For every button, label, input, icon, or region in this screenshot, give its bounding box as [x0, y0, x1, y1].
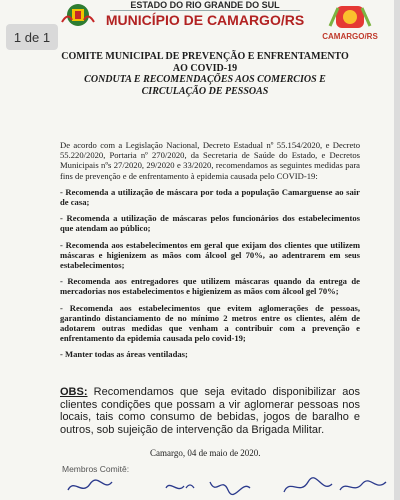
committee-signatures-icon [60, 474, 390, 500]
recommendation-item: - Manter todas as áreas ventiladas; [60, 349, 188, 360]
recommendation-item: - Recomenda aos estabelecimentos em geral que exijam dos clientes que utilizem máscaras e higienizem as mãos com álcool gel 70%, ao adentrarem em seus estabelecimentos; [60, 239, 360, 271]
municipality-name: MUNICÍPIO DE CAMARGO/RS [105, 12, 305, 28]
heading-line-2: AO COVID-19 [172, 62, 238, 74]
recommendation-item: - Recomenda a utilização de máscara por toda a população Camarguense ao sair de casa; [60, 186, 360, 208]
heading-line-3: CONDUTA E RECOMENDAÇÕES AOS COMERCIOS E [84, 74, 326, 85]
page-counter-badge: 1 de 1 [6, 24, 58, 50]
document-heading [60, 51, 350, 97]
document-body [60, 140, 360, 366]
recommendation-item: - Recomenda a utilização de máscaras pelos funcionários dos estabelecimentos que atendam ao público; [60, 213, 360, 234]
committee-members-label: Membros Comitê: [62, 464, 130, 474]
state-coat-of-arms-icon [58, 2, 98, 28]
intro-paragraph: De acordo com a Legislação Nacional, Decreto Estadual nº 55.154/2020, e Decreto 55.220/2020, Portaria nº 270/2020, da Secretaria de Saúde do Estado, e Decretos Municipais nºs 27/2020, 29/2020 e 33/2020, recomendamos as seguintes medidas para fins de prevenção e de enfrentamento à epidemia causada pelo COVID-19: [60, 140, 360, 181]
heading-line-1: COMITE MUNICIPAL DE PREVENÇÃO E ENFRENTAMENTO [61, 51, 349, 62]
municipal-logo-text: CAMARGO/RS [322, 32, 378, 41]
obs-text: Recomendamos que seja evitado disponibilizar aos clientes condições que possam a vir aglomerar pessoas nos locais, tais como consumo de bebidas, jogos de baralho e outros, sob sujeição de intervenção da Brigada Militar. [60, 386, 360, 436]
obs-label: OBS: [60, 386, 88, 398]
recommendation-item: - Recomenda aos estabelecimentos que evitem aglomerações de pessoas, garantindo distanciamento de no mínimo 2 metros entre os clientes, além de adotarem outras medidas que venham a contribuir com a prevenção e enfrentamento da epidemia causada pelo covid-19; [60, 302, 360, 344]
recommendation-item: - Recomenda aos entregadores que utilizem máscaras quando da entrega de mercadorias nos estabelecimentos e higienizem as mãos com álcool gel 70%; [60, 276, 360, 297]
state-name: ESTADO DO RIO GRANDE DO SUL [110, 0, 300, 11]
document-date: Camargo, 04 de maio de 2020. [150, 448, 261, 458]
heading-line-4: CIRCULAÇÃO DE PESSOAS [141, 85, 269, 97]
municipal-logo-icon [326, 2, 374, 32]
observation-paragraph [60, 386, 360, 436]
page-edge-shadow [394, 0, 400, 500]
